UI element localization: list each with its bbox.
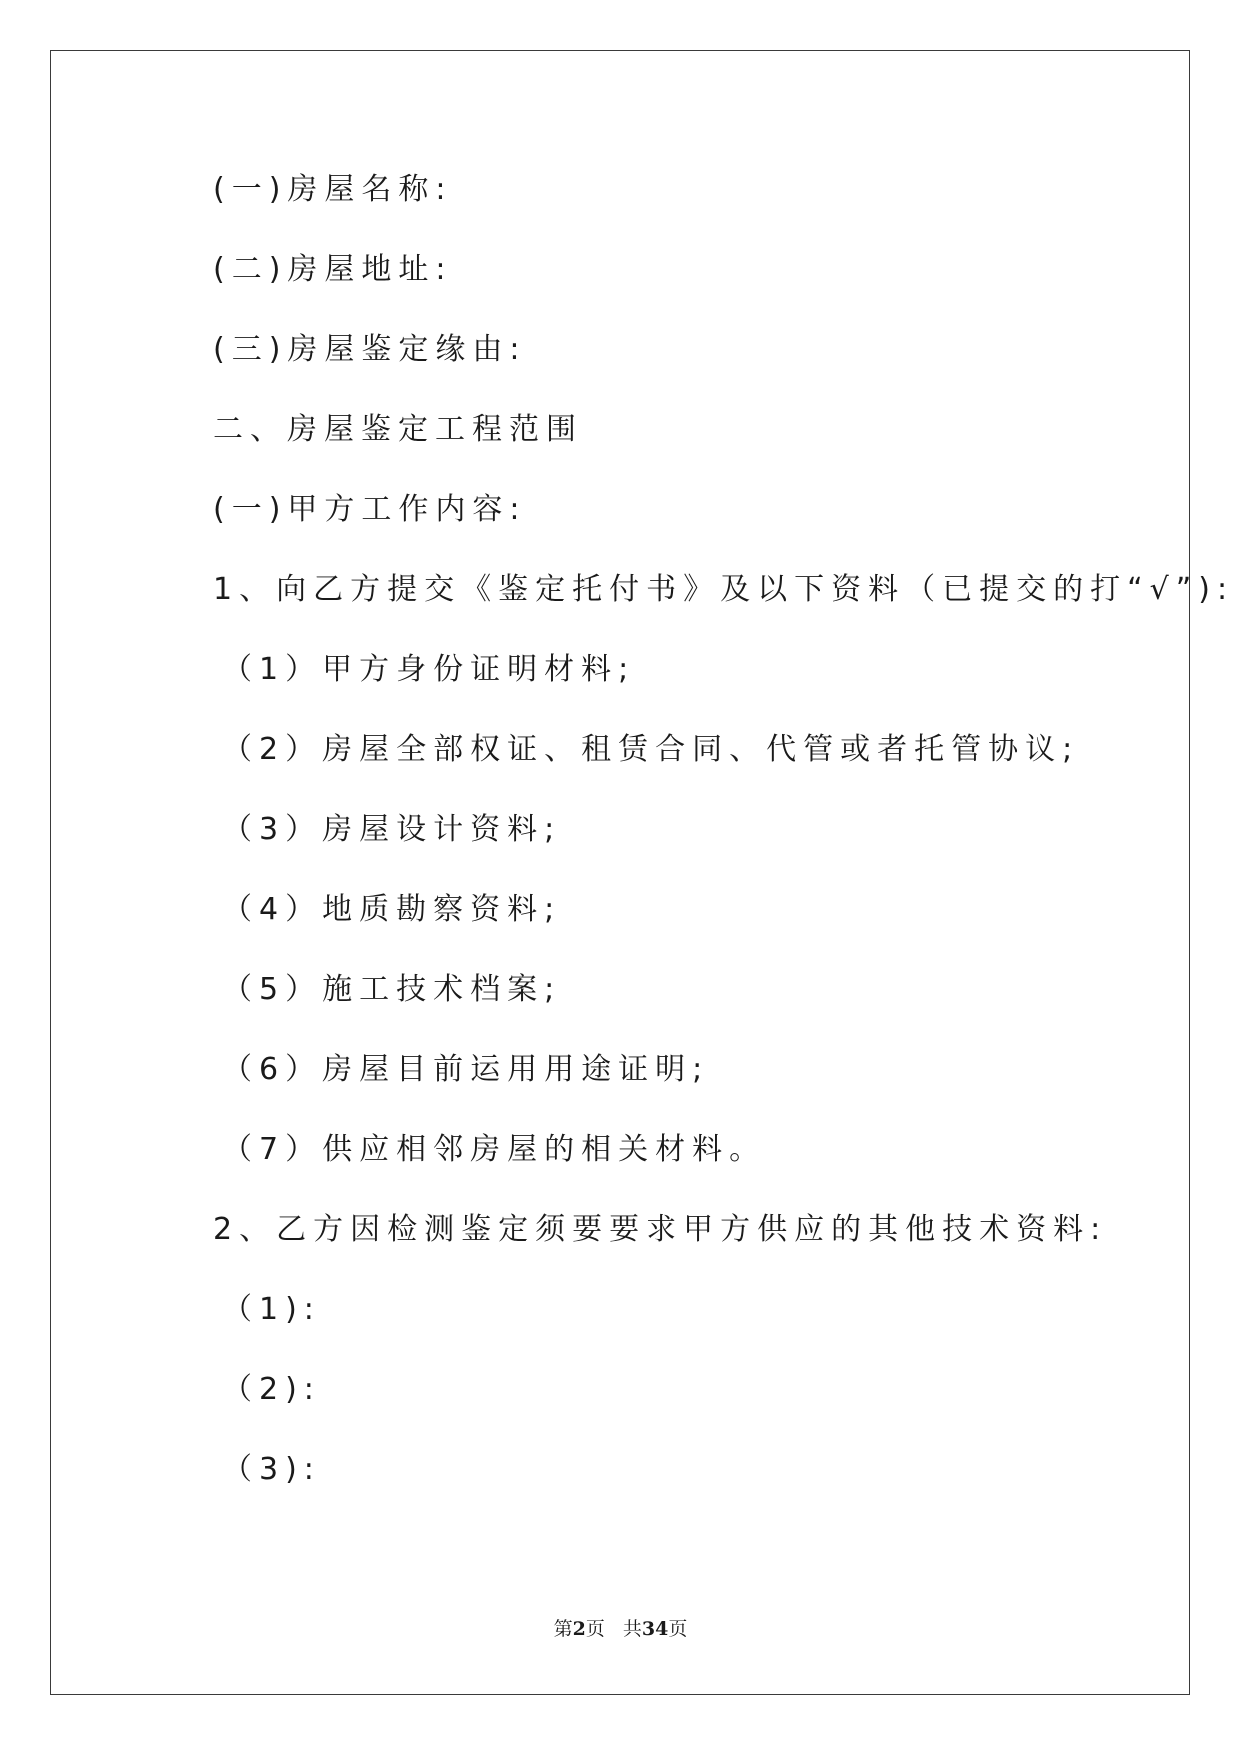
list-item-7: （7）供应相邻房屋的相关材料。 bbox=[222, 1132, 767, 1167]
current-page-number: 2 bbox=[572, 1618, 586, 1640]
item-2-other-materials: 2、乙方因检测鉴定须要要求甲方供应的其他技术资料: bbox=[213, 1212, 1108, 1247]
section-heading-scope: 二、房屋鉴定工程范围 bbox=[213, 412, 583, 447]
party-a-work-heading: (一)甲方工作内容: bbox=[213, 492, 527, 527]
blank-item-3: （3): bbox=[222, 1452, 321, 1487]
footer-total-prefix: 共 bbox=[622, 1618, 642, 1640]
appraisal-reason-line: (三)房屋鉴定缘由: bbox=[213, 332, 527, 367]
page-footer bbox=[0, 1617, 1241, 1641]
blank-item-2: （2): bbox=[222, 1372, 321, 1407]
total-page-count: 34 bbox=[641, 1618, 669, 1640]
item-1-submit-materials: 1、向乙方提交《鉴定托付书》及以下资料（已提交的打“√”): bbox=[213, 572, 1235, 607]
list-item-4: （4）地质勘察资料; bbox=[222, 892, 562, 927]
house-name-line: (一)房屋名称: bbox=[213, 172, 453, 207]
footer-page-unit: 页 bbox=[585, 1618, 605, 1640]
footer-total-unit: 页 bbox=[668, 1618, 688, 1640]
list-item-6: （6）房屋目前运用用途证明; bbox=[222, 1052, 710, 1087]
list-item-1: （1）甲方身份证明材料; bbox=[222, 652, 636, 687]
list-item-3: （3）房屋设计资料; bbox=[222, 812, 562, 847]
house-address-line: (二)房屋地址: bbox=[213, 252, 453, 287]
list-item-5: （5）施工技术档案; bbox=[222, 972, 562, 1007]
blank-item-1: （1): bbox=[222, 1292, 321, 1327]
footer-prefix: 第 bbox=[553, 1618, 573, 1640]
list-item-2: （2）房屋全部权证、租赁合同、代管或者托管协议; bbox=[222, 732, 1080, 767]
page-border bbox=[50, 50, 1190, 1695]
